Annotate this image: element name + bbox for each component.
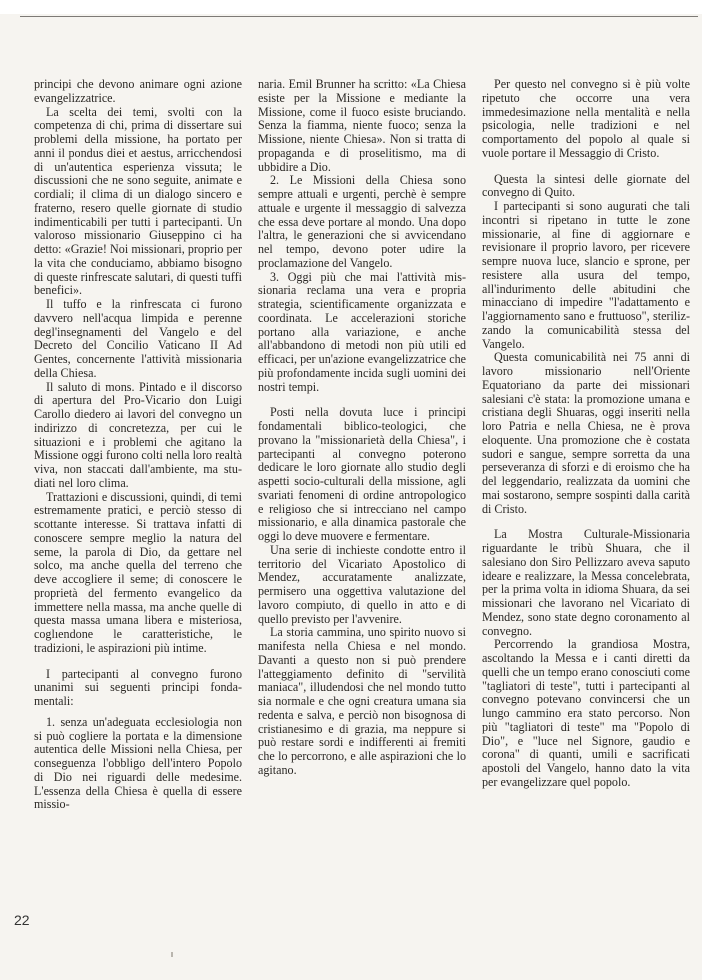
paragraph: La Mostra Culturale-Missionaria riguardante le tribù Shuara, che il salesiano don Siro Pellizzaro aveva saputo ideare e realizzare, la Messa concelebrata, per la prima volta in idioma Shuara, da sei missionari che lavorano nel Vicariato di Mendez, sono state degno coronamento al convegno. <box>482 527 690 638</box>
paragraph: La storia cammina, uno spirito nuovo si manifesta nella Chiesa e nel mondo. Davanti a questo non si può prendere l'atteggiamento definito di "servilità maniaca", illudendosi che nel mondo tutto sia normale e che ogni creatura umana sia redenta e salva, e perciò non bisognosa di cristianesimo e di grazia, ma neppure si può restare sordi e indifferenti ai fremiti che lo percorrono, e alle aspirazioni che lo agitano. <box>258 625 466 777</box>
paragraph: La scelta dei temi, svolti con la competenza di chi, prima di dissertare sui problemi della missione, ha portato per anni il pondus diei et aestus, arricchendosi di un'autentica esperienza vissuta; le discussioni che ne sono seguite, animate e cordiali; il clima di un dialogo sincero e fraterno, resero quelle giornate di studio indimenticabili per tutti i partecipanti. Un valoroso missionario Giuseppino ci ha detto: «Grazie! Noi missionari, proprio per la vita che conduciamo, abbiamo bisogno di queste rinfrescate salutari, di questi tuffi benefici». <box>34 104 242 298</box>
header-rule <box>20 16 698 17</box>
scan-speck <box>171 952 173 957</box>
scan-margin-right <box>702 0 714 980</box>
paragraph: Trattazioni e discussioni, quindi, di temi estremamente pratici, e perciò stesso di scottante interesse. Si trattava infatti di conoscere sempre meglio la natura del seme, la parola di Dio, da gettare nel solco, ma anche quella del terreno che deve accogliere il seme; di conoscere le proprietà del fermento evangelico da immettere nella massa, ma anche quelle di questa massa umana libera e misteriosa, coglıendone le caratteristiche, le tradizioni, le aspirazioni più intime. <box>34 489 242 655</box>
paragraph: 2. Le Missioni della Chiesa sono sempre attuali e urgenti, perchè è sempre attuale e urgente il messaggio di salvezza che essa deve portare al mondo. Una dopo l'altra, le generazioni che si avvicendano nel tempo, devono poter udire la proclamazione del Vangelo. <box>258 173 466 270</box>
paragraph: 1. senza un'adeguata ecclesiologia non si può cogliere la portata e la dimensione autentica delle Missioni nella Chiesa, per conseguenza l'obbligo dell'intero Popolo di Dio nei riguardi delle medesime. L'essenza della Chiesa è quella di essere missio- <box>34 714 242 812</box>
text-column-right <box>482 78 690 790</box>
paragraph: I partecipanti al convegno furono unanimi sui seguenti principi fondamentali: <box>34 666 242 708</box>
text-column-middle <box>258 78 466 778</box>
paragraph: I partecipanti si sono augurati che tali incontri si ripetano in tutte le zone missionarie, al fine di aggiornare e revisionare il proprio lavoro, per ricevere sempre nuova luce, slancio e sprone, per resistere alla usura del tempo, all'indurimento delle abitudini che minacciano di impedire "l'adattamento e l'aggiornamento sano e fruttuoso", sterilizzando la comunicabilità stessa del Vangelo. <box>482 199 690 351</box>
paragraph: Il saluto di mons. Pintado e il discorso di apertura del Pro-Vicario don Luigi Carollo diedero ai lavori del convegno un indirizzo di concretezza, per cui le situazioni e i problemi che agitano la Missione oggi furono colti nella loro realtà viva, non staccati dall'ambiente, ma studiati nel loro clima. <box>34 379 242 490</box>
paragraph: Percorrendo la grandiosa Mostra, ascoltando la Messa e i canti diretti da quelli che un tempo erano conosciuti come "tagliatori di teste", tutti i partecipanti al convegno potevano convincersi che un lungo cammino era stato percorso. Non più "tagliatori di teste" ma "Popolo di Dio", e "luce nel Signore, gaudio e corona" di quanti, umili e sacrificati apostoli del Vangelo, hanno dato la vita per evangelizzare quel popolo. <box>482 637 690 789</box>
scan-margin-top <box>0 0 714 14</box>
text-column-left <box>34 78 242 812</box>
paragraph: Il tuffo e la rinfrescata ci furono davvero nell'acqua limpida e perenne degl'insegnamenti del Vangelo e del Decreto del Concilio Vaticano II Ad Gentes, concernente l'attività missionaria della Chiesa. <box>34 297 242 380</box>
paragraph: Questa la sintesi delle giornate del convegno di Quito. <box>482 171 690 200</box>
paragraph: Posti nella dovuta luce i principi fondamentali biblico-teologici, che provano la "missionarietà della Chiesa", i partecipanti al convegno poterono dedicare le loro giornate allo studio degli aspetti socio-culturali della missione, agli svariati fenomeni di ordine antropologico e religioso che si intrecciano nel campo missionario, e alla dinamica pastorale che oggi lo deve muovere e fermentare. <box>258 405 466 543</box>
paragraph: naria. Emil Brunner ha scritto: «La Chiesa esiste per la Missione e mediante la Missione, come il fuoco esiste bruciando. Senza la fiamma, niente fuoco; senza la Missione, niente Chiesa». Non si tratta di propaganda e di proselitismo, ma di ubbidire a Dio. <box>258 77 466 174</box>
paragraph: Per questo nel convegno si è più volte ripetuto che occorre una vera immedesimazione nella mentalità e nella psicologia, nelle tradizioni e nel comportamento del popolo al quale si vuole portare il Messaggio di Cristo. <box>482 77 690 160</box>
paragraph: principi che devono animare ogni azione evangelizzatrice. <box>34 77 242 105</box>
paragraph: Questa comunicabilità nei 75 anni di lavoro missionario nell'Oriente Equatoriano da parte dei missionari salesiani c'è stata: la promozione umana e cristiana degli Shuaras, oggi inseriti nella loro Patria e nella Chiesa, ne è prova eloquente. Una promozione che è costata sudori e sangue, sempre sorretta da una perseveranza di sforzi e di eroismo che ha del leggendario, realizzata da uomini che mai sostarono, sempre sospinti dalla carità di Cristo. <box>482 350 690 516</box>
page-number: 22 <box>14 912 30 928</box>
paragraph: Una serie di inchieste condotte entro il territorio del Vicariato Apostolico di Mendez, accuratamente analizzate, permisero una oggettiva valutazione del lavoro compiuto, di quello in atto e di quello previsto per l'avvenire. <box>258 542 466 626</box>
paragraph: 3. Oggi più che mai l'attività missionaria reclama una vera e propria strategia, scientificamente organizzata e coordinata. Le accelerazioni storiche portano alla variazione, e anche all'abbandono di metodi non più utili ed efficaci, per un'azione evangelizzatrice che più profondamente incida sugli uomini dei nostri tempi. <box>258 269 466 394</box>
